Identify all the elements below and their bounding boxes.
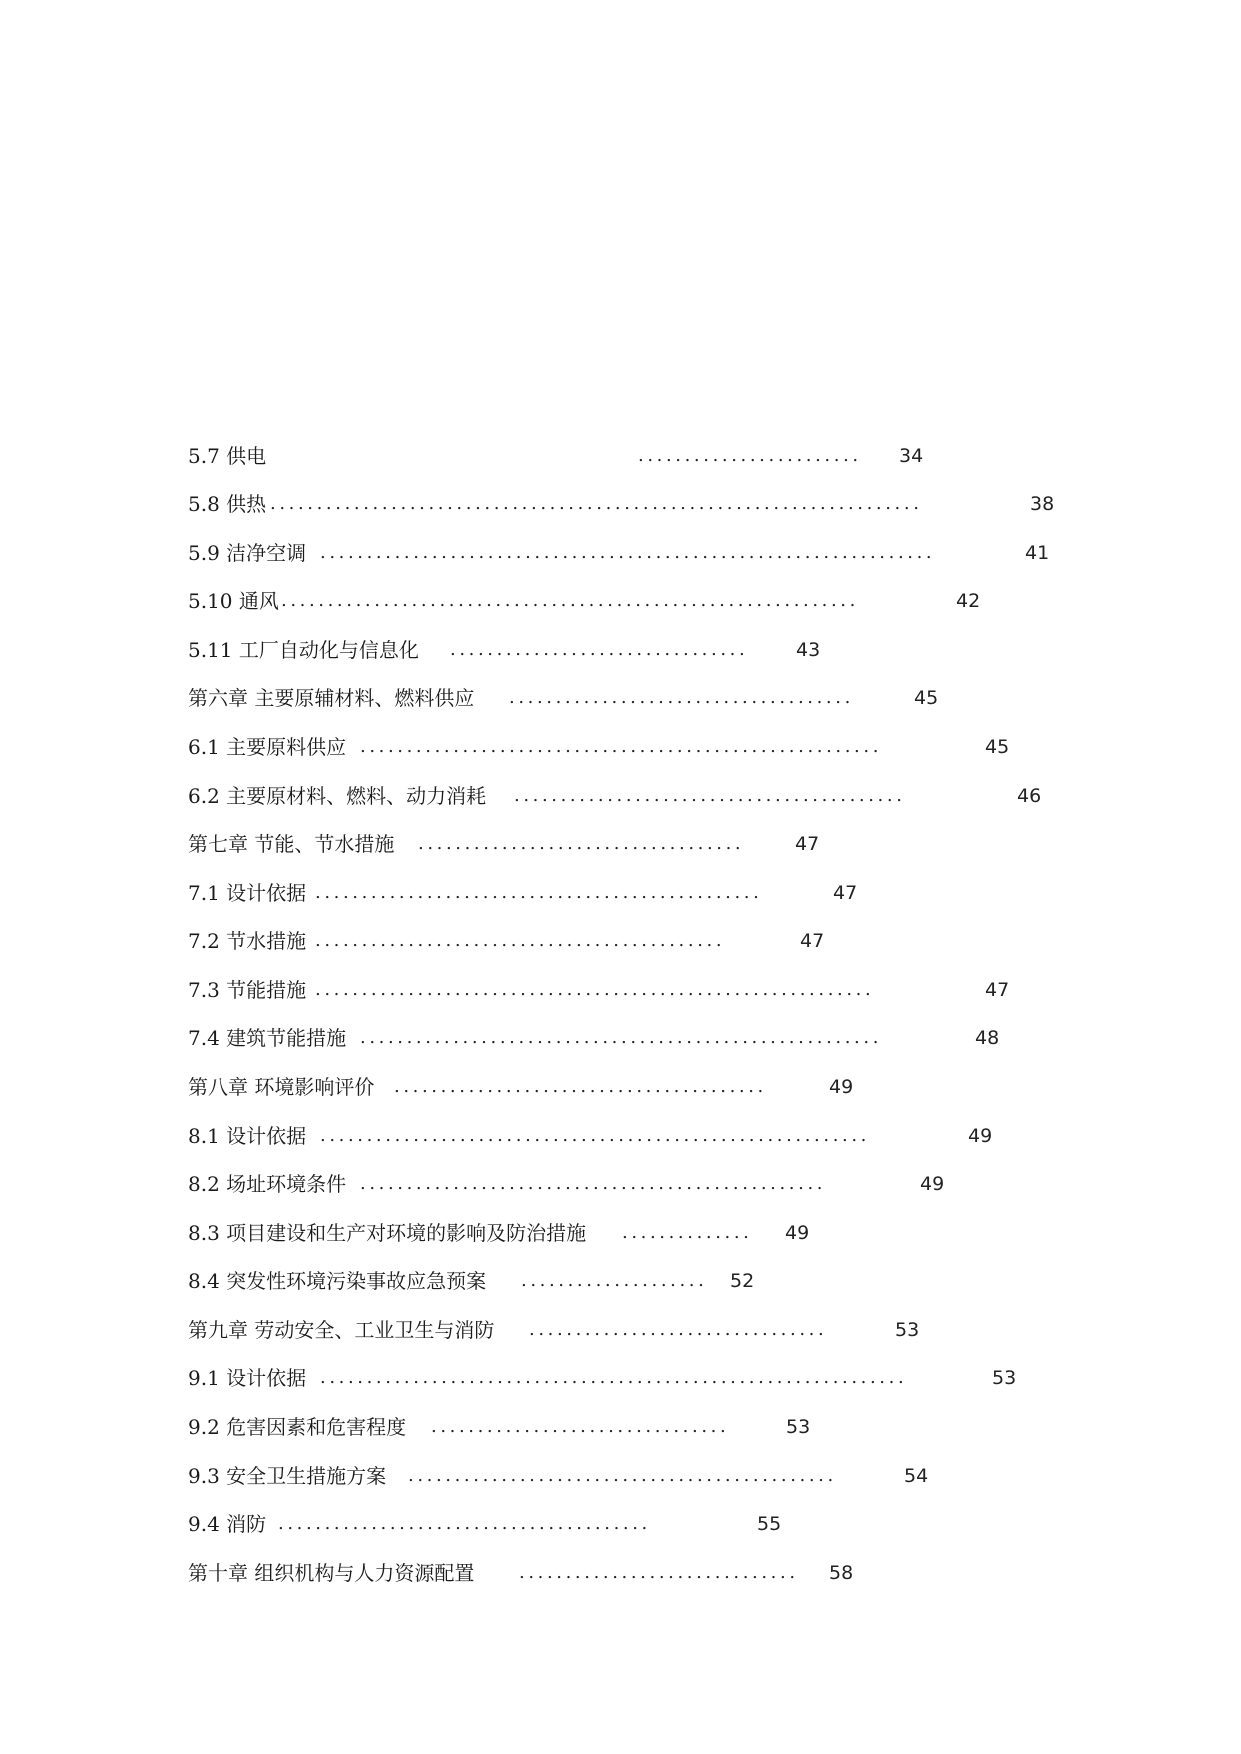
toc-entry-title: 8.3 项目建设和生产对环境的影响及防治措施 [188,1221,587,1245]
toc-entry-page: 49 [785,1222,810,1244]
toc-entry-leader: .................................................. [360,1173,827,1194]
toc-entry-leader: ............................................................ [315,979,875,1000]
toc-entry-page: 43 [796,639,821,661]
toc-entry-page: 53 [786,1416,811,1438]
toc-entry-page: 58 [829,1562,854,1584]
toc-entry-page: 48 [975,1027,1000,1049]
toc-entry-title: 7.1 设计依据 [188,881,307,905]
toc-entry-title: 5.11 工厂自动化与信息化 [188,638,419,662]
toc-entry-title: 7.3 节能措施 [188,978,307,1002]
toc-entry-title: 9.3 安全卫生措施方案 [188,1464,387,1488]
toc-entry-leader: ................................... [418,833,745,854]
toc-entry-title: 5.7 供电 [188,444,267,468]
toc-entry-title: 8.4 突发性环境污染事故应急预案 [188,1269,487,1293]
toc-entry-page: 38 [1030,493,1055,515]
toc-entry-title: 5.8 供热 [188,492,267,516]
toc-entry-title: 7.4 建筑节能措施 [188,1026,347,1050]
toc-entry-title: 7.2 节水措施 [188,929,307,953]
toc-entry-leader: ................................ [431,1416,730,1437]
toc-entry-title: 5.10 通风 [188,589,279,613]
toc-entry-leader: ................................ [529,1319,828,1340]
toc-entry-page: 49 [920,1173,945,1195]
toc-entry-title: 9.2 危害因素和危害程度 [188,1415,407,1439]
toc-entry-leader: ........................................ [394,1076,767,1097]
toc-entry-leader: .............................................................. [281,590,859,611]
toc-entry-title: 6.1 主要原料供应 [188,735,347,759]
toc-entry-title: 8.1 设计依据 [188,1124,307,1148]
toc-entry-page: 47 [833,882,858,904]
toc-entry-page: 52 [730,1270,755,1292]
toc-entry-leader: ............................................................... [320,1367,908,1388]
toc-entry-page: 46 [1017,785,1042,807]
toc-entry-page: 53 [895,1319,920,1341]
toc-entry-leader: .......................................... [514,785,906,806]
toc-entry-leader: .................... [521,1270,708,1291]
toc-entry-title: 第六章 主要原辅材料、燃料供应 [188,686,475,710]
toc-entry-leader: .............................. [519,1562,799,1583]
toc-entry-leader: .................................................................. [320,542,936,563]
toc-entry-page: 49 [968,1125,993,1147]
toc-entry-title: 第十章 组织机构与人力资源配置 [188,1561,475,1585]
toc-entry-page: 47 [985,979,1010,1001]
toc-entry-leader: ........................................ [278,1513,651,1534]
toc-entry-page: 54 [904,1465,929,1487]
toc-entry-page: 47 [800,930,825,952]
toc-entry-title: 8.2 场址环境条件 [188,1172,347,1196]
toc-entry-title: 6.2 主要原材料、燃料、动力消耗 [188,784,487,808]
toc-entry-page: 45 [985,736,1010,758]
toc-entry-leader: .............................................. [408,1465,837,1486]
toc-entry-leader: ................................................ [315,882,763,903]
toc-entry-page: 41 [1025,542,1050,564]
toc-entry-title: 第八章 环境影响评价 [188,1075,375,1099]
toc-entry-leader: ........................................................... [320,1125,870,1146]
toc-entry-page: 53 [992,1367,1017,1389]
toc-entry-page: 42 [956,590,981,612]
toc-entry-page: 49 [829,1076,854,1098]
toc-entry-leader: ..................................... [509,687,854,708]
toc-entry-leader: ........................ [638,445,862,466]
toc-entry-title: 第九章 劳动安全、工业卫生与消防 [188,1318,495,1342]
toc-entry-leader: ............................................ [315,930,726,951]
toc-entry-page: 34 [899,445,924,467]
toc-entry-leader: ...................................................................... [270,493,923,514]
toc-entry-title: 9.4 消防 [188,1512,267,1536]
toc-entry-leader: .............. [622,1222,753,1243]
toc-entry-title: 5.9 洁净空调 [188,541,307,565]
toc-entry-page: 55 [757,1513,782,1535]
toc-entry-page: 45 [914,687,939,709]
toc-entry-title: 第七章 节能、节水措施 [188,832,395,856]
toc-entry-leader: ................................ [450,639,749,660]
toc-entry-leader: ........................................................ [360,736,883,757]
toc-entry-title: 9.1 设计依据 [188,1366,307,1390]
toc-entry-page: 47 [795,833,820,855]
toc-entry-leader: ........................................................ [360,1027,883,1048]
